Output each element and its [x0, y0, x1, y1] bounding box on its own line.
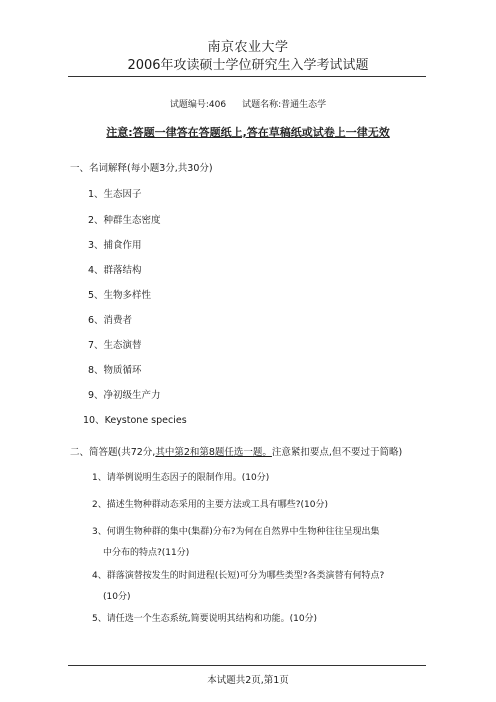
- answer-notice: 注意:答题一律答在答题纸上,答在草稿纸或试卷上一律无效: [106, 126, 390, 139]
- university-name: 南京农业大学: [207, 40, 289, 55]
- section1-heading: 一、名词解释(每小题3分,共30分): [70, 163, 213, 174]
- section2-heading-prefix: 二、简答题(共72分,: [70, 447, 156, 458]
- question-continuation: (10分): [103, 592, 131, 602]
- question-item: 5、请任选一个生态系统,简要说明其结构和功能。(10分): [92, 614, 318, 624]
- exam-subject: 试题名称:普通生态学: [242, 100, 327, 110]
- question-continuation: 中分布的特点?(11分): [103, 548, 190, 558]
- section2-heading-choice: 其中第2和第8题任选一题。: [155, 447, 272, 458]
- term-item: 9、净初级生产力: [88, 390, 161, 401]
- term-item: 3、捕食作用: [88, 240, 142, 251]
- term-item: 10、Keystone species: [83, 415, 187, 426]
- page-footer: 本试题共2页,第1页: [207, 675, 289, 686]
- term-item: 6、消费者: [88, 315, 133, 326]
- question-item: 4、群落演替按发生的时间进程(长短)可分为哪些类型?各类演替有何特点?: [92, 571, 385, 581]
- exam-title: 2006年攻读硕士学位研究生入学考试试题: [127, 58, 369, 73]
- term-item: 1、生态因子: [88, 189, 142, 200]
- question-item: 1、请举例说明生态因子的限制作用。(10分): [92, 473, 270, 483]
- term-item: 4、群落结构: [88, 265, 142, 276]
- question-item: 2、描述生物种群动态采用的主要方法或工具有哪些?(10分): [92, 500, 328, 510]
- header-divider: [68, 76, 426, 77]
- question-item: 3、何谓生物种群的集中(集群)分布?为何在自然界中生物种往往呈现出集: [92, 527, 380, 537]
- term-item: 8、物质循环: [88, 365, 142, 376]
- exam-meta: [0, 97, 496, 110]
- term-item: 7、生态演替: [88, 340, 142, 351]
- section2-heading-suffix: 注意紧扣要点,但不要过于简略): [271, 447, 403, 458]
- footer-divider: [68, 665, 426, 666]
- term-item: 2、种群生态密度: [88, 215, 161, 226]
- section2-heading: [70, 444, 402, 458]
- term-item: 5、生物多样性: [88, 290, 152, 301]
- exam-code: 试题编号:406: [169, 100, 227, 110]
